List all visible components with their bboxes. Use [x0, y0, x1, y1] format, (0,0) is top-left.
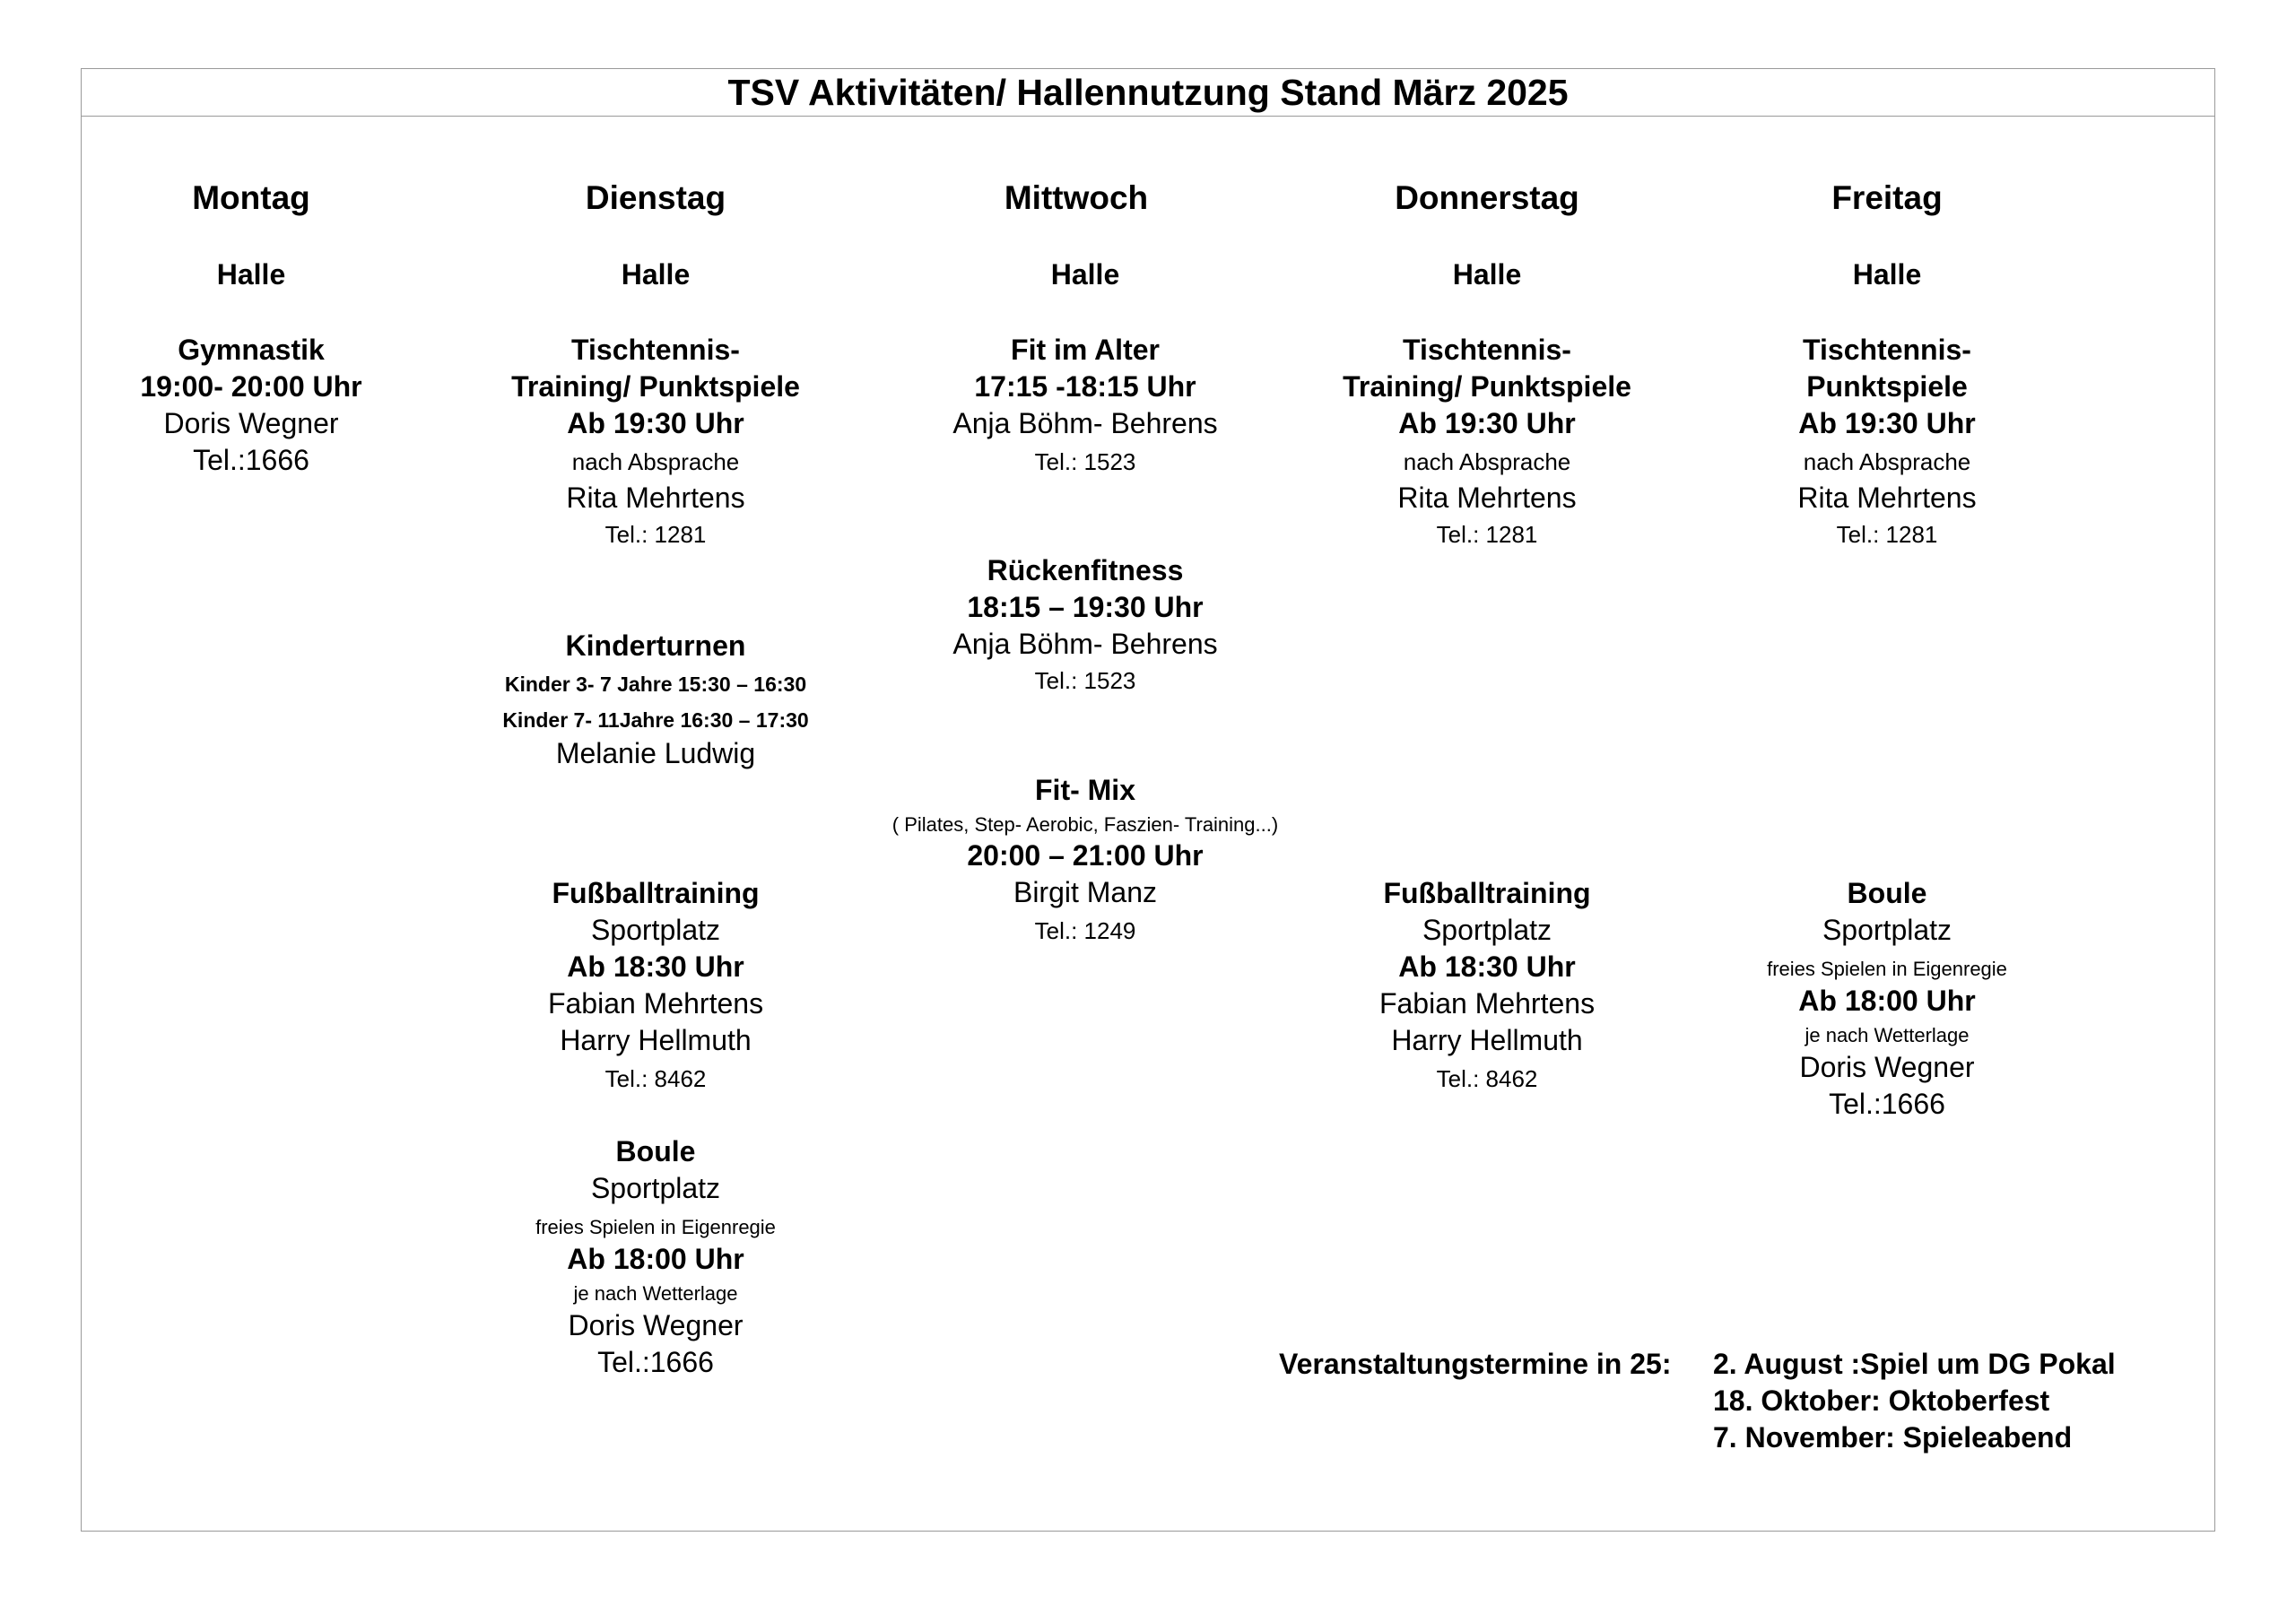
- contact-person: Doris Wegner: [1799, 1051, 1975, 1083]
- contact-phone: Tel.: 1523: [1034, 667, 1136, 694]
- venue-label: Halle: [621, 258, 691, 291]
- activity-name: Boule: [615, 1135, 696, 1167]
- contact-phone: Tel.: 1281: [604, 521, 707, 548]
- activity-name: Fit- Mix: [1035, 774, 1135, 806]
- activity-time: Ab 18:00 Uhr: [1798, 985, 1976, 1017]
- day-heading: Donnerstag: [1395, 179, 1579, 216]
- contact-phone: Tel.:1666: [1829, 1088, 1945, 1120]
- contact-phone: Tel.: 1249: [1034, 917, 1136, 944]
- venue-label: Sportplatz: [1422, 914, 1552, 946]
- activity-name: Training/ Punktspiele: [511, 370, 800, 403]
- activity-time: 17:15 -18:15 Uhr: [974, 370, 1196, 403]
- events-label: Veranstaltungstermine in 25:: [1279, 1348, 1672, 1380]
- day-heading: Montag: [192, 179, 310, 216]
- contact-phone: Tel.: 1281: [1436, 521, 1538, 548]
- activity-time: Ab 19:30 Uhr: [1398, 407, 1576, 439]
- activity-time: Ab 19:30 Uhr: [1798, 407, 1976, 439]
- contact-phone: Tel.: 1281: [1836, 521, 1938, 548]
- activity-name: Kinderturnen: [565, 629, 746, 662]
- venue-label: Halle: [1452, 258, 1522, 291]
- contact-phone: Tel.:1666: [597, 1346, 714, 1378]
- activity-note: nach Absprache: [571, 448, 740, 475]
- activity-time: 20:00 – 21:00 Uhr: [967, 839, 1204, 872]
- contact-phone: Tel.: 8462: [1436, 1065, 1538, 1092]
- event-item: 2. August :Spiel um DG Pokal: [1713, 1348, 2116, 1380]
- activity-note: nach Absprache: [1403, 448, 1571, 475]
- page-title: TSV Aktivitäten/ Hallennutzung Stand März 2025: [82, 69, 2214, 117]
- venue-label: Halle: [1050, 258, 1120, 291]
- contact-person: Harry Hellmuth: [1391, 1024, 1583, 1056]
- activity-note: freies Spielen in Eigenregie: [535, 1216, 776, 1238]
- activity-name: Fit im Alter: [1011, 334, 1160, 366]
- day-heading: Freitag: [1831, 179, 1943, 216]
- activity-name: Rückenfitness: [987, 554, 1184, 586]
- activity-note: nach Absprache: [1803, 448, 1971, 475]
- activity-name: Tischtennis-: [1803, 334, 1971, 366]
- activity-time: Kinder 3- 7 Jahre 15:30 – 16:30: [504, 673, 807, 696]
- contact-person: Birgit Manz: [1013, 876, 1158, 908]
- contact-person: Anja Böhm- Behrens: [952, 407, 1218, 439]
- event-item: 18. Oktober: Oktoberfest: [1713, 1384, 2050, 1417]
- venue-label: Sportplatz: [590, 914, 721, 946]
- venue-label: Halle: [216, 258, 286, 291]
- venue-label: Halle: [1852, 258, 1922, 291]
- activity-note: je nach Wetterlage: [1805, 1024, 1970, 1046]
- contact-person: Doris Wegner: [163, 407, 339, 439]
- contact-person: Anja Böhm- Behrens: [952, 628, 1218, 660]
- activity-name: Punktspiele: [1806, 370, 1968, 403]
- activity-name: Fußballtraining: [552, 877, 760, 909]
- activity-time: Ab 18:00 Uhr: [567, 1243, 744, 1275]
- activity-name: Training/ Punktspiele: [1343, 370, 1631, 403]
- day-heading: Mittwoch: [1004, 179, 1149, 216]
- contact-person: Rita Mehrtens: [566, 482, 745, 514]
- contact-phone: Tel.: 8462: [604, 1065, 707, 1092]
- contact-person: Fabian Mehrtens: [1378, 987, 1596, 1020]
- activity-name: Fußballtraining: [1383, 877, 1591, 909]
- contact-phone: Tel.:1666: [193, 444, 309, 476]
- contact-person: Fabian Mehrtens: [547, 987, 764, 1020]
- contact-phone: Tel.: 1523: [1034, 448, 1136, 475]
- venue-label: Sportplatz: [590, 1172, 721, 1204]
- activity-time: Ab 19:30 Uhr: [567, 407, 744, 439]
- day-heading: Dienstag: [585, 179, 726, 216]
- activity-time: Kinder 7- 11Jahre 16:30 – 17:30: [502, 708, 809, 732]
- contact-person: Melanie Ludwig: [555, 737, 756, 769]
- activity-time: 18:15 – 19:30 Uhr: [967, 591, 1204, 623]
- contact-person: Rita Mehrtens: [1797, 482, 1977, 514]
- venue-label: Sportplatz: [1822, 914, 1952, 946]
- event-item: 7. November: Spieleabend: [1713, 1421, 2073, 1454]
- activity-note: je nach Wetterlage: [573, 1282, 738, 1305]
- contact-person: Harry Hellmuth: [560, 1024, 752, 1056]
- activity-note: ( Pilates, Step- Aerobic, Faszien- Training...): [891, 813, 1279, 836]
- activity-name: Boule: [1847, 877, 1927, 909]
- activity-name: Tischtennis-: [1403, 334, 1571, 366]
- activity-name: Tischtennis-: [571, 334, 740, 366]
- activity-time: 19:00- 20:00 Uhr: [140, 370, 362, 403]
- contact-person: Doris Wegner: [568, 1309, 744, 1341]
- activity-note: freies Spielen in Eigenregie: [1767, 958, 2007, 980]
- activity-time: Ab 18:30 Uhr: [1398, 950, 1576, 983]
- activity-time: Ab 18:30 Uhr: [567, 950, 744, 983]
- contact-person: Rita Mehrtens: [1397, 482, 1577, 514]
- activity-name: Gymnastik: [178, 334, 325, 366]
